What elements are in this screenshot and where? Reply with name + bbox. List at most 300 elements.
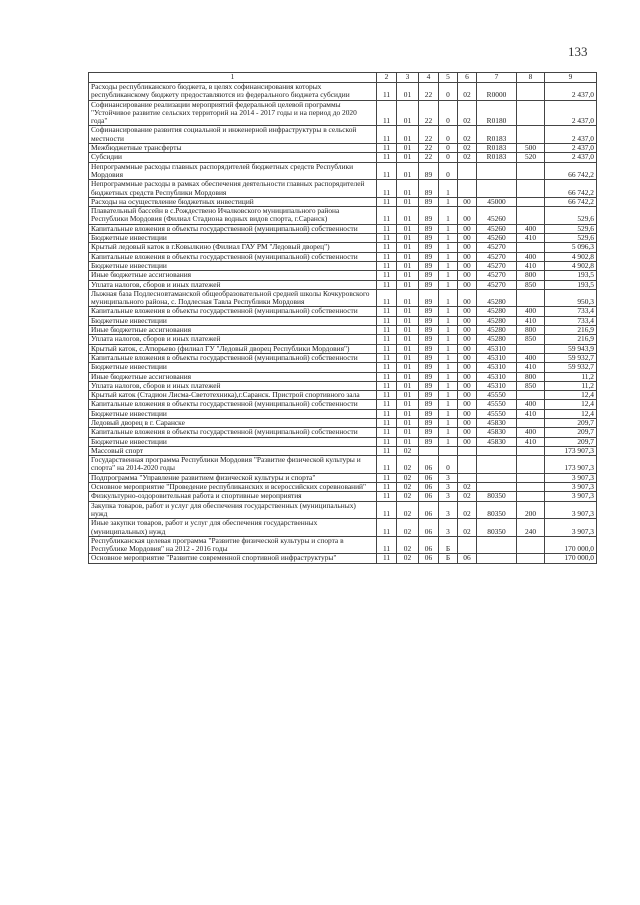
- row-name-cell: Бюджетные инвестиции: [89, 363, 377, 372]
- table-row: [89, 100, 597, 126]
- row-code-cell: 89: [419, 344, 439, 353]
- table-row: [89, 418, 597, 427]
- row-code-cell: 11: [377, 261, 397, 270]
- row-code-cell: 89: [419, 252, 439, 261]
- row-code-cell: 01: [397, 363, 419, 372]
- row-code-cell: 11: [377, 344, 397, 353]
- row-code-cell: 11: [377, 197, 397, 206]
- row-code-cell: 11: [377, 326, 397, 335]
- row-code-cell: [517, 289, 545, 307]
- row-code-cell: 06: [419, 536, 439, 554]
- row-amount-cell: 733,4: [545, 307, 597, 316]
- row-code-cell: 89: [419, 381, 439, 390]
- row-code-cell: 01: [397, 153, 419, 162]
- row-code-cell: 45270: [477, 261, 517, 270]
- row-code-cell: 11: [377, 162, 397, 180]
- row-amount-cell: 59 932,7: [545, 353, 597, 362]
- row-code-cell: [517, 243, 545, 252]
- row-name-cell: Непрограммные расходы главных распорядителей бюджетных средств Республики Мордовия: [89, 162, 377, 180]
- row-code-cell: 89: [419, 162, 439, 180]
- row-code-cell: 850: [517, 335, 545, 344]
- row-amount-cell: 59 943,9: [545, 344, 597, 353]
- row-code-cell: 0: [439, 100, 458, 126]
- row-code-cell: 02: [458, 153, 477, 162]
- row-name-cell: Капитальные вложения в объекты государственной (муниципальной) собственности: [89, 400, 377, 409]
- row-code-cell: 11: [377, 418, 397, 427]
- row-code-cell: 89: [419, 280, 439, 289]
- row-code-cell: [517, 536, 545, 554]
- row-code-cell: Б: [439, 536, 458, 554]
- row-code-cell: [458, 446, 477, 455]
- row-code-cell: [477, 180, 517, 198]
- row-code-cell: 1: [439, 316, 458, 325]
- row-code-cell: 00: [458, 363, 477, 372]
- row-code-cell: 45270: [477, 280, 517, 289]
- row-code-cell: 400: [517, 428, 545, 437]
- row-code-cell: 410: [517, 437, 545, 446]
- row-code-cell: 00: [458, 353, 477, 362]
- table-row: [89, 536, 597, 554]
- row-amount-cell: 193,5: [545, 280, 597, 289]
- row-name-cell: Подпрограмма "Управление развитием физической культуры и спорта": [89, 473, 377, 482]
- table-row: [89, 492, 597, 501]
- row-code-cell: 02: [458, 501, 477, 519]
- table-row: [89, 326, 597, 335]
- table-body: [89, 73, 597, 564]
- column-header: 5: [439, 73, 458, 83]
- row-amount-cell: 11,2: [545, 381, 597, 390]
- row-code-cell: 89: [419, 326, 439, 335]
- row-code-cell: [517, 344, 545, 353]
- row-name-cell: Плавательный бассейн в с.Рождествено Ичалковского муниципального района Республики Мордовия (Филиал Стадиона водных видов спорта, г.Саранск): [89, 207, 377, 225]
- row-code-cell: R0183: [477, 153, 517, 162]
- row-code-cell: [517, 418, 545, 427]
- column-header: 3: [397, 73, 419, 83]
- row-code-cell: 0: [439, 126, 458, 144]
- row-code-cell: 0: [439, 144, 458, 153]
- row-code-cell: 89: [419, 363, 439, 372]
- row-code-cell: 1: [439, 243, 458, 252]
- row-code-cell: 00: [458, 224, 477, 233]
- column-header: 7: [477, 73, 517, 83]
- row-code-cell: 1: [439, 353, 458, 362]
- row-code-cell: 11: [377, 289, 397, 307]
- row-code-cell: R0000: [477, 83, 517, 101]
- row-code-cell: [477, 483, 517, 492]
- row-code-cell: 89: [419, 428, 439, 437]
- row-code-cell: 06: [419, 483, 439, 492]
- row-name-cell: Расходы республиканского бюджета, в целях софинансирования которых республиканскому бюджету предоставляются из федерального бюджета субсидии: [89, 83, 377, 101]
- row-name-cell: Массовый спорт: [89, 446, 377, 455]
- row-code-cell: 01: [397, 353, 419, 362]
- table-row: [89, 307, 597, 316]
- row-code-cell: 22: [419, 126, 439, 144]
- row-code-cell: 00: [458, 428, 477, 437]
- row-code-cell: 400: [517, 400, 545, 409]
- table-row: [89, 519, 597, 537]
- row-code-cell: 11: [377, 536, 397, 554]
- table-row: [89, 400, 597, 409]
- row-code-cell: 00: [458, 271, 477, 280]
- row-amount-cell: 733,4: [545, 316, 597, 325]
- row-amount-cell: 66 742,2: [545, 180, 597, 198]
- row-code-cell: 45310: [477, 381, 517, 390]
- row-code-cell: 02: [458, 519, 477, 537]
- row-code-cell: 00: [458, 207, 477, 225]
- row-amount-cell: 2 437,0: [545, 153, 597, 162]
- row-code-cell: 06: [419, 473, 439, 482]
- row-code-cell: 1: [439, 289, 458, 307]
- row-amount-cell: 3 907,3: [545, 473, 597, 482]
- row-code-cell: 02: [458, 100, 477, 126]
- table-row: [89, 261, 597, 270]
- row-code-cell: 45550: [477, 409, 517, 418]
- row-code-cell: 3: [439, 473, 458, 482]
- row-code-cell: 00: [458, 261, 477, 270]
- row-code-cell: 11: [377, 456, 397, 474]
- row-code-cell: 45830: [477, 428, 517, 437]
- row-amount-cell: 173 907,3: [545, 456, 597, 474]
- row-name-cell: Бюджетные инвестиции: [89, 409, 377, 418]
- row-code-cell: 89: [419, 409, 439, 418]
- row-code-cell: 01: [397, 234, 419, 243]
- row-code-cell: 1: [439, 252, 458, 261]
- row-code-cell: 89: [419, 372, 439, 381]
- row-name-cell: Основное мероприятие "Проведение республиканских и всероссийских соревнований": [89, 483, 377, 492]
- column-header: 1: [89, 73, 377, 83]
- row-amount-cell: 2 437,0: [545, 126, 597, 144]
- row-code-cell: 1: [439, 437, 458, 446]
- row-code-cell: 00: [458, 252, 477, 261]
- row-code-cell: 1: [439, 381, 458, 390]
- row-code-cell: 11: [377, 234, 397, 243]
- row-code-cell: 11: [377, 437, 397, 446]
- row-amount-cell: 216,9: [545, 335, 597, 344]
- row-name-cell: Бюджетные инвестиции: [89, 316, 377, 325]
- row-code-cell: 01: [397, 180, 419, 198]
- row-code-cell: 01: [397, 326, 419, 335]
- row-amount-cell: 2 437,0: [545, 100, 597, 126]
- row-code-cell: 800: [517, 372, 545, 381]
- row-amount-cell: 209,7: [545, 418, 597, 427]
- row-code-cell: 410: [517, 234, 545, 243]
- row-code-cell: [517, 207, 545, 225]
- row-amount-cell: 3 907,3: [545, 519, 597, 537]
- row-code-cell: 01: [397, 261, 419, 270]
- row-code-cell: 01: [397, 252, 419, 261]
- table-row: [89, 501, 597, 519]
- row-code-cell: 89: [419, 224, 439, 233]
- row-amount-cell: 4 902,8: [545, 261, 597, 270]
- table-row: [89, 271, 597, 280]
- row-code-cell: 45270: [477, 252, 517, 261]
- page-number: 133: [568, 44, 588, 59]
- row-code-cell: 45260: [477, 207, 517, 225]
- row-code-cell: 1: [439, 197, 458, 206]
- row-code-cell: 11: [377, 391, 397, 400]
- table-row: [89, 372, 597, 381]
- row-code-cell: 45280: [477, 335, 517, 344]
- row-code-cell: 89: [419, 180, 439, 198]
- row-code-cell: 01: [397, 100, 419, 126]
- row-code-cell: [517, 492, 545, 501]
- row-code-cell: 1: [439, 207, 458, 225]
- row-code-cell: [517, 197, 545, 206]
- row-code-cell: 410: [517, 261, 545, 270]
- row-code-cell: 1: [439, 344, 458, 353]
- row-code-cell: 02: [458, 483, 477, 492]
- row-code-cell: 11: [377, 381, 397, 390]
- table-row: [89, 197, 597, 206]
- row-amount-cell: 209,7: [545, 428, 597, 437]
- row-code-cell: 00: [458, 437, 477, 446]
- row-code-cell: 01: [397, 271, 419, 280]
- row-code-cell: 02: [397, 446, 419, 455]
- row-code-cell: 11: [377, 144, 397, 153]
- row-name-cell: Уплата налогов, сборов и иных платежей: [89, 381, 377, 390]
- budget-table: [88, 72, 597, 564]
- row-code-cell: 45280: [477, 316, 517, 325]
- row-code-cell: 45830: [477, 418, 517, 427]
- table-row: [89, 446, 597, 455]
- row-code-cell: 06: [419, 519, 439, 537]
- row-code-cell: 200: [517, 501, 545, 519]
- row-code-cell: 11: [377, 180, 397, 198]
- row-code-cell: 89: [419, 261, 439, 270]
- row-code-cell: 45260: [477, 224, 517, 233]
- row-code-cell: 06: [419, 456, 439, 474]
- row-code-cell: 410: [517, 409, 545, 418]
- row-code-cell: 01: [397, 437, 419, 446]
- table-row: [89, 280, 597, 289]
- row-name-cell: Крытый каток, с.Атюрьево (филиал ГУ "Ледовый дворец Республики Мордовия"): [89, 344, 377, 353]
- row-name-cell: Расходы на осуществление бюджетных инвестиций: [89, 197, 377, 206]
- row-code-cell: 01: [397, 197, 419, 206]
- row-amount-cell: 529,6: [545, 224, 597, 233]
- row-amount-cell: 529,6: [545, 207, 597, 225]
- row-code-cell: 1: [439, 409, 458, 418]
- table-row: [89, 437, 597, 446]
- row-code-cell: 1: [439, 261, 458, 270]
- row-code-cell: 01: [397, 400, 419, 409]
- row-code-cell: 00: [458, 326, 477, 335]
- table-row: [89, 456, 597, 474]
- row-amount-cell: 12,4: [545, 409, 597, 418]
- row-code-cell: [477, 456, 517, 474]
- row-code-cell: 80350: [477, 501, 517, 519]
- row-code-cell: 1: [439, 335, 458, 344]
- row-code-cell: [517, 446, 545, 455]
- row-code-cell: 89: [419, 234, 439, 243]
- row-code-cell: 45310: [477, 344, 517, 353]
- row-code-cell: 45830: [477, 437, 517, 446]
- row-name-cell: Уплата налогов, сборов и иных платежей: [89, 280, 377, 289]
- row-code-cell: [458, 456, 477, 474]
- row-code-cell: 80350: [477, 492, 517, 501]
- row-amount-cell: 529,6: [545, 234, 597, 243]
- row-amount-cell: 2 437,0: [545, 83, 597, 101]
- row-name-cell: Уплата налогов, сборов и иных платежей: [89, 335, 377, 344]
- row-code-cell: [439, 446, 458, 455]
- row-code-cell: 02: [397, 554, 419, 563]
- row-code-cell: 00: [458, 234, 477, 243]
- row-amount-cell: 216,9: [545, 326, 597, 335]
- row-code-cell: 89: [419, 243, 439, 252]
- table-row: [89, 162, 597, 180]
- row-code-cell: 1: [439, 234, 458, 243]
- row-amount-cell: 59 932,7: [545, 363, 597, 372]
- row-code-cell: 400: [517, 224, 545, 233]
- column-header: 2: [377, 73, 397, 83]
- row-code-cell: 45260: [477, 234, 517, 243]
- row-code-cell: 02: [397, 473, 419, 482]
- row-code-cell: 01: [397, 162, 419, 180]
- row-code-cell: 1: [439, 400, 458, 409]
- row-code-cell: 11: [377, 83, 397, 101]
- row-code-cell: [477, 536, 517, 554]
- row-code-cell: 22: [419, 100, 439, 126]
- row-code-cell: 22: [419, 144, 439, 153]
- row-name-cell: Капитальные вложения в объекты государственной (муниципальной) собственности: [89, 224, 377, 233]
- row-name-cell: Капитальные вложения в объекты государственной (муниципальной) собственности: [89, 353, 377, 362]
- row-code-cell: [458, 473, 477, 482]
- row-code-cell: 89: [419, 197, 439, 206]
- row-code-cell: 02: [458, 492, 477, 501]
- table-row: [89, 180, 597, 198]
- row-code-cell: 01: [397, 316, 419, 325]
- row-code-cell: 1: [439, 271, 458, 280]
- row-code-cell: 410: [517, 316, 545, 325]
- row-name-cell: Бюджетные инвестиции: [89, 234, 377, 243]
- row-name-cell: Иные закупки товаров, работ и услуг для обеспечения государственных (муниципальных) нужд: [89, 519, 377, 537]
- row-code-cell: [517, 554, 545, 563]
- row-code-cell: 1: [439, 224, 458, 233]
- table-row: [89, 126, 597, 144]
- table-row: [89, 83, 597, 101]
- row-code-cell: 11: [377, 271, 397, 280]
- row-code-cell: 11: [377, 153, 397, 162]
- row-code-cell: 520: [517, 153, 545, 162]
- row-code-cell: 02: [397, 519, 419, 537]
- row-name-cell: Лыжная база Подлесновтаманской общеобразовательной средней школы Кочкуровского муниципального района, с. Подлесная Тавла Республики Мордовия: [89, 289, 377, 307]
- table-row: [89, 344, 597, 353]
- row-amount-cell: 4 902,8: [545, 252, 597, 261]
- row-amount-cell: 173 907,3: [545, 446, 597, 455]
- row-code-cell: 45280: [477, 307, 517, 316]
- row-code-cell: [517, 83, 545, 101]
- row-code-cell: 11: [377, 353, 397, 362]
- row-code-cell: 11: [377, 280, 397, 289]
- row-code-cell: [517, 473, 545, 482]
- row-code-cell: 1: [439, 363, 458, 372]
- row-code-cell: 02: [458, 144, 477, 153]
- row-code-cell: 45280: [477, 326, 517, 335]
- row-code-cell: 89: [419, 316, 439, 325]
- row-code-cell: 850: [517, 381, 545, 390]
- row-code-cell: 45310: [477, 363, 517, 372]
- row-code-cell: 11: [377, 363, 397, 372]
- row-code-cell: 06: [419, 501, 439, 519]
- row-code-cell: 89: [419, 418, 439, 427]
- row-code-cell: 89: [419, 391, 439, 400]
- row-code-cell: 1: [439, 391, 458, 400]
- row-code-cell: 1: [439, 326, 458, 335]
- table-row: [89, 224, 597, 233]
- row-code-cell: R0183: [477, 126, 517, 144]
- row-code-cell: 11: [377, 501, 397, 519]
- row-code-cell: 11: [377, 372, 397, 381]
- row-code-cell: 02: [458, 83, 477, 101]
- row-code-cell: 45550: [477, 391, 517, 400]
- row-amount-cell: 3 907,3: [545, 483, 597, 492]
- row-code-cell: 89: [419, 400, 439, 409]
- row-code-cell: 01: [397, 372, 419, 381]
- row-code-cell: 11: [377, 252, 397, 261]
- table-row: [89, 473, 597, 482]
- row-code-cell: 01: [397, 335, 419, 344]
- row-amount-cell: 12,4: [545, 391, 597, 400]
- table-row: [89, 391, 597, 400]
- table-row: [89, 153, 597, 162]
- row-code-cell: 01: [397, 280, 419, 289]
- row-code-cell: 1: [439, 180, 458, 198]
- row-code-cell: 240: [517, 519, 545, 537]
- row-code-cell: 3: [439, 501, 458, 519]
- row-amount-cell: 950,3: [545, 289, 597, 307]
- row-code-cell: [477, 473, 517, 482]
- row-code-cell: 11: [377, 335, 397, 344]
- row-code-cell: 06: [419, 554, 439, 563]
- row-code-cell: 1: [439, 418, 458, 427]
- table-row: [89, 483, 597, 492]
- row-code-cell: [477, 554, 517, 563]
- row-code-cell: 22: [419, 153, 439, 162]
- row-code-cell: [517, 100, 545, 126]
- row-name-cell: Софинансирование реализации мероприятий федеральной целевой программы "Устойчивое развитие сельских территорий на 2014 - 2017 годы и на период до 2020 года": [89, 100, 377, 126]
- row-code-cell: 01: [397, 428, 419, 437]
- row-amount-cell: 5 096,3: [545, 243, 597, 252]
- table-row: [89, 252, 597, 261]
- row-code-cell: 410: [517, 363, 545, 372]
- row-name-cell: Закупка товаров, работ и услуг для обеспечения государственных (муниципальных) нужд: [89, 501, 377, 519]
- row-code-cell: 3: [439, 483, 458, 492]
- table-row: [89, 144, 597, 153]
- row-code-cell: 11: [377, 409, 397, 418]
- row-code-cell: 80350: [477, 519, 517, 537]
- row-code-cell: 06: [419, 492, 439, 501]
- row-code-cell: 89: [419, 307, 439, 316]
- row-amount-cell: 12,4: [545, 400, 597, 409]
- row-code-cell: [477, 162, 517, 180]
- row-code-cell: 00: [458, 344, 477, 353]
- row-code-cell: 11: [377, 126, 397, 144]
- row-code-cell: R0183: [477, 144, 517, 153]
- table-row: [89, 554, 597, 563]
- row-code-cell: [458, 536, 477, 554]
- row-name-cell: Крытый каток (Стадион Лисма-Светотехника),г.Саранск. Пристрой спортивного зала: [89, 391, 377, 400]
- row-code-cell: 00: [458, 381, 477, 390]
- row-code-cell: 45310: [477, 372, 517, 381]
- table-row: [89, 409, 597, 418]
- row-code-cell: 01: [397, 391, 419, 400]
- row-code-cell: 11: [377, 483, 397, 492]
- column-header: 6: [458, 73, 477, 83]
- row-code-cell: 00: [458, 280, 477, 289]
- row-code-cell: 01: [397, 224, 419, 233]
- table-row: [89, 363, 597, 372]
- row-code-cell: 11: [377, 400, 397, 409]
- row-code-cell: 02: [458, 126, 477, 144]
